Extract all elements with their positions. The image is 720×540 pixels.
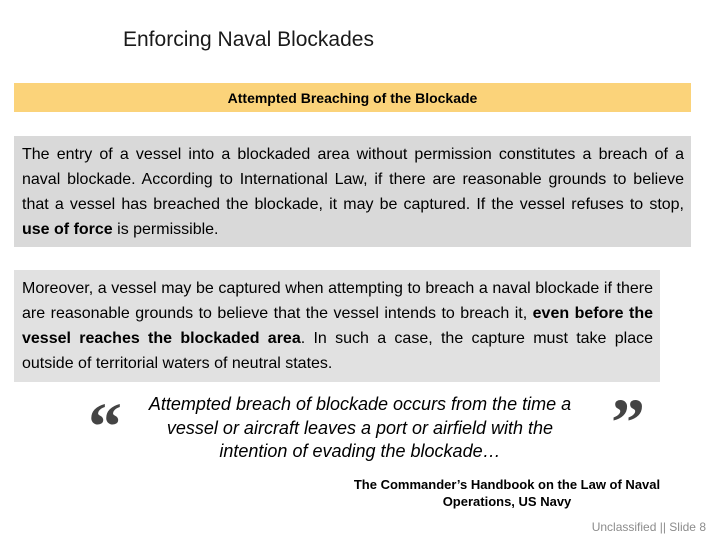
quote-attribution: The Commander’s Handbook on the Law of Naval Operations, US Navy xyxy=(353,477,661,509)
paragraph-1-text-before: The entry of a vessel into a blockaded area without permission constitutes a breach of a naval blockade. According to International Law, if there are reasonable grounds to believe that a vessel has breached the blockade, it may be captured. If the vessel refuses to stop, xyxy=(22,146,684,213)
open-quote-icon: “ xyxy=(88,388,122,464)
quote-text: Attempted breach of blockade occurs from the time a vessel or aircraft leaves a port or airfield with the intention of evading the blockade… xyxy=(148,394,572,461)
slide-footer: Unclassified || Slide 8 xyxy=(591,520,706,534)
section-banner xyxy=(14,83,691,112)
paragraph-1-text-after: is permissible. xyxy=(112,221,219,238)
close-quote-icon: ” xyxy=(611,384,645,460)
paragraph-1-bold: use of force xyxy=(22,221,113,238)
paragraph-box-2 xyxy=(14,270,660,382)
paragraph-box-1 xyxy=(14,136,691,247)
banner-label: Attempted Breaching of the Blockade xyxy=(227,89,478,106)
slide-title: Enforcing Naval Blockades xyxy=(123,28,374,51)
paragraph-1 xyxy=(22,142,684,242)
paragraph-2-bold: even before the vessel reaches the blockaded area xyxy=(22,305,654,347)
paragraph-2-text-before: Moreover, a vessel may be captured when attempting to breach a naval blockade if there are reasonable grounds to believe that the vessel intends to breach it, xyxy=(22,280,653,322)
paragraph-2-text-after: . In such a case, the capture must take place outside of territorial waters of neutral states. xyxy=(22,330,653,372)
paragraph-2 xyxy=(22,276,653,376)
